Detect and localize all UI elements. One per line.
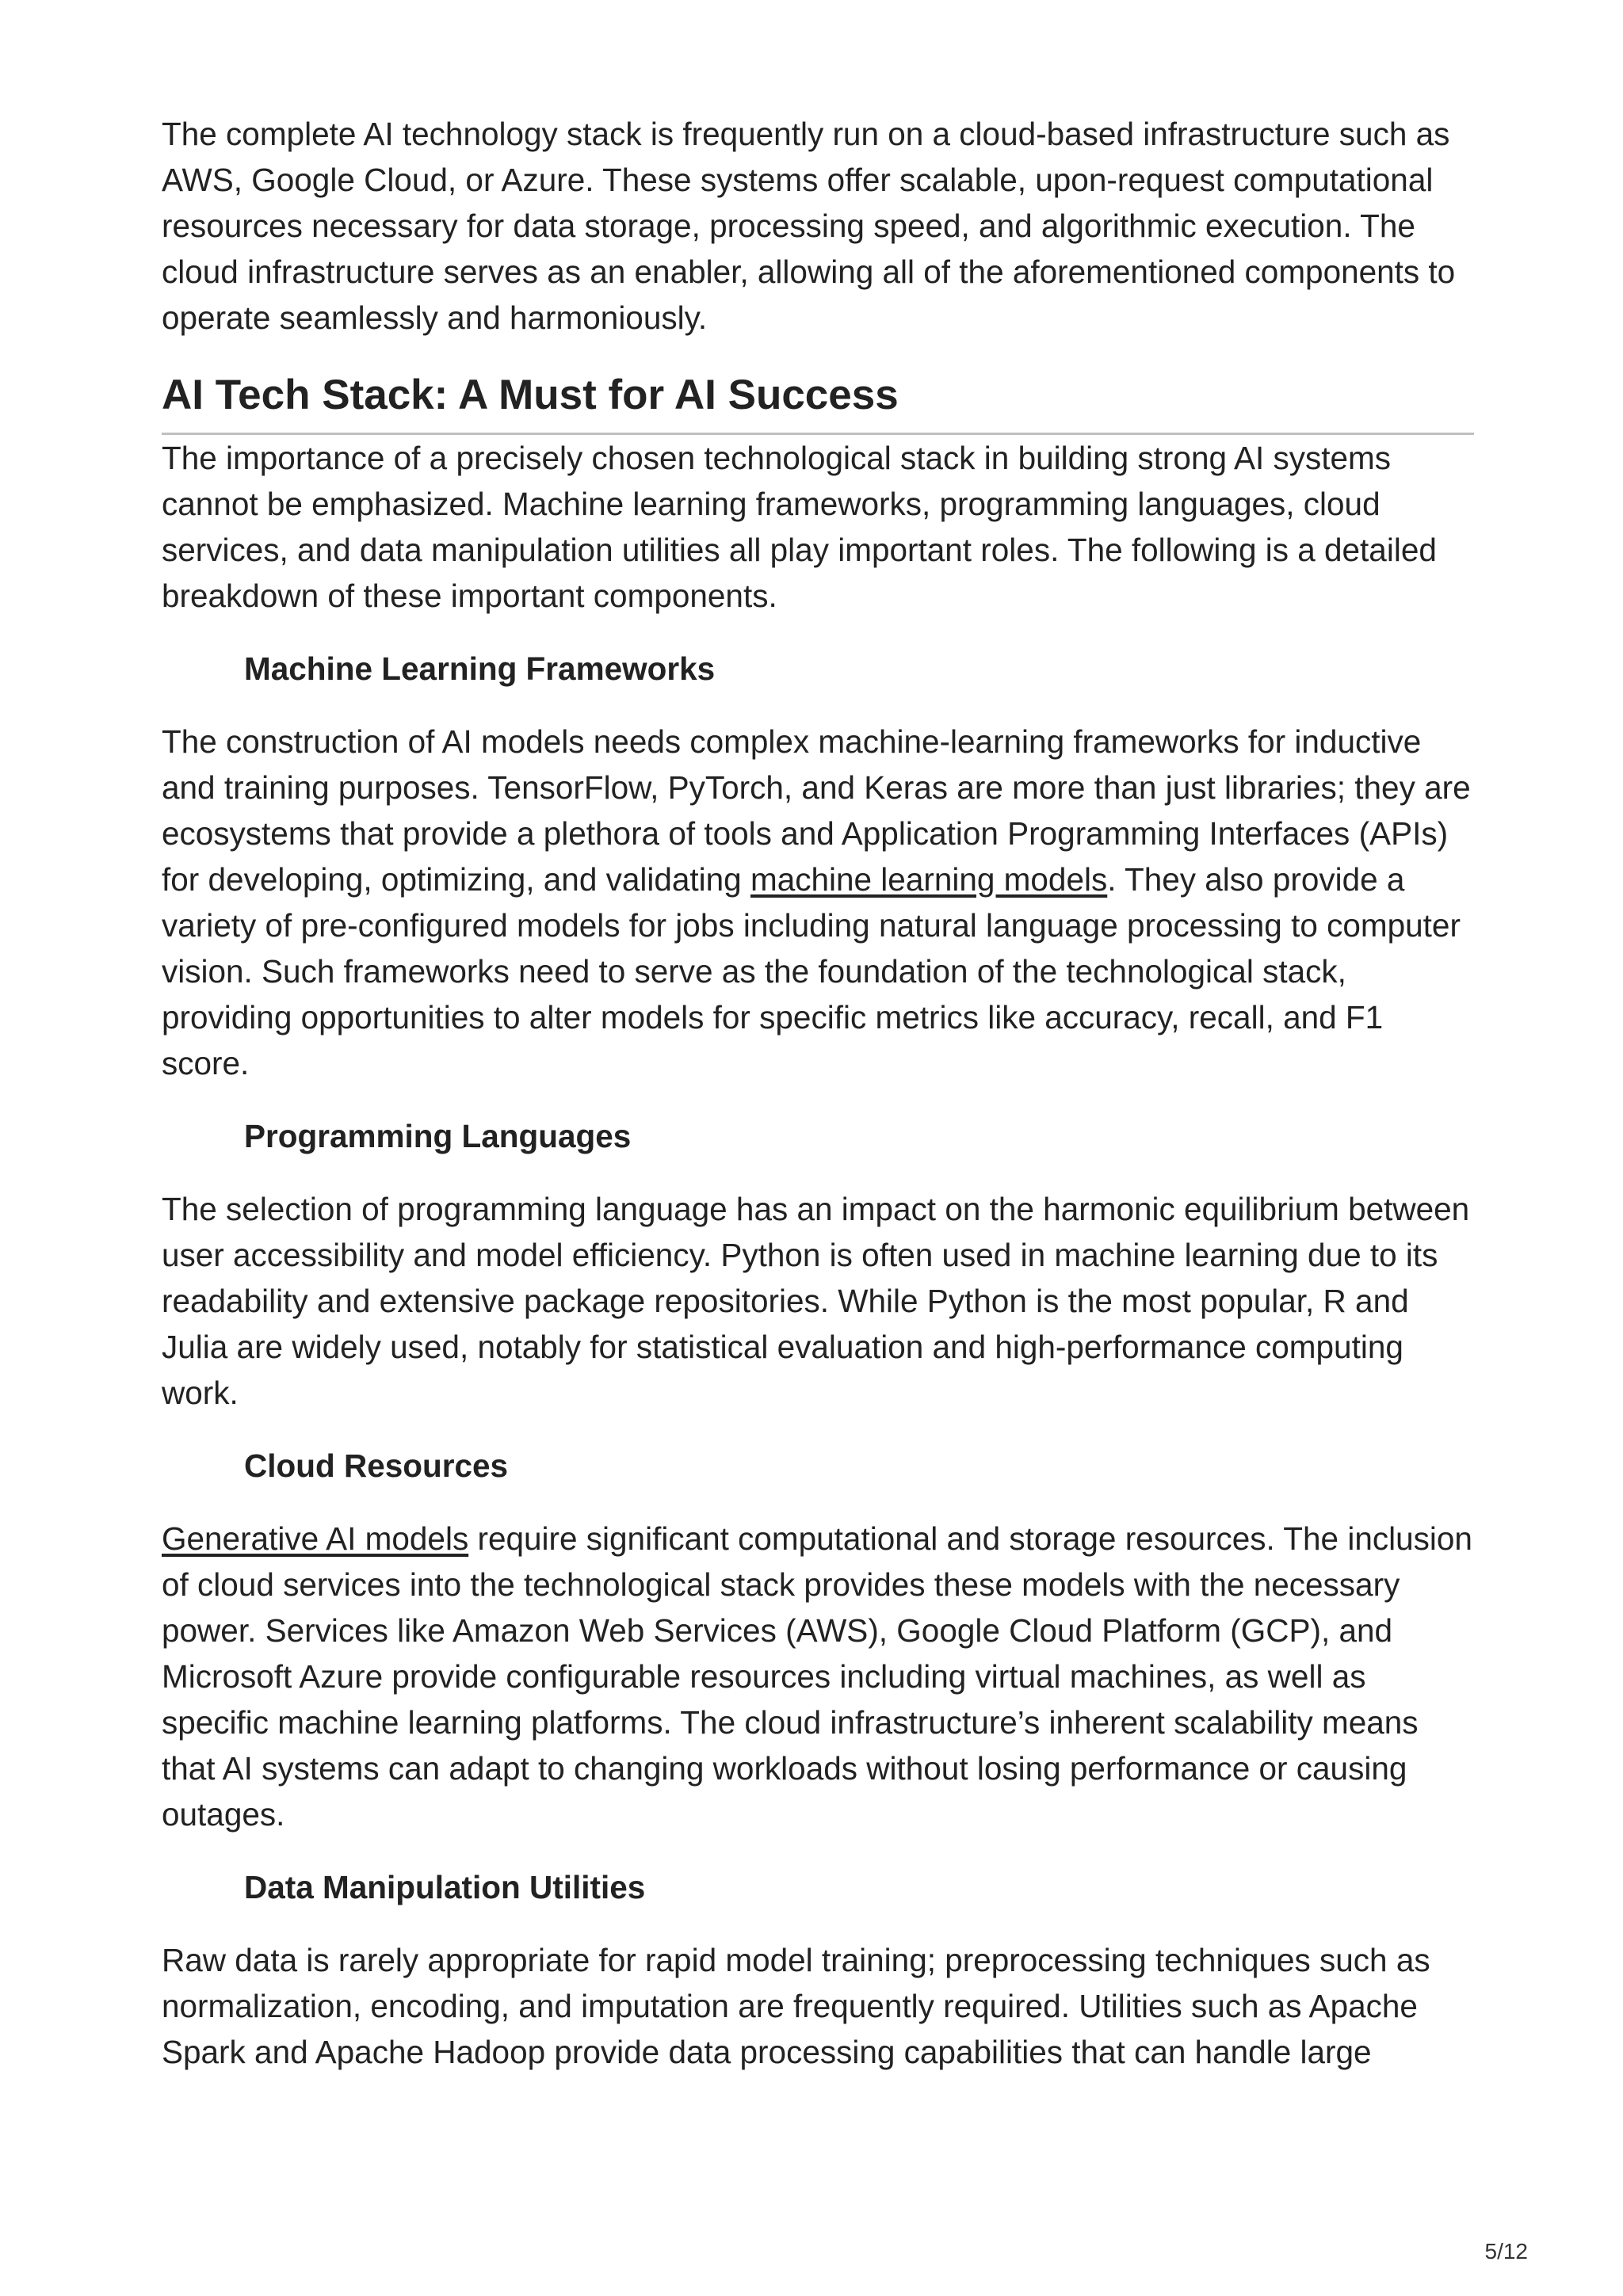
ml-frameworks-paragraph — [162, 719, 1474, 1086]
page-number: 5/12 — [1484, 2239, 1528, 2264]
generative-ai-models-link[interactable]: Generative AI models — [162, 1520, 469, 1557]
machine-learning-models-link[interactable]: machine learning models — [750, 861, 1108, 898]
ml-frameworks-text-start: The construction of AI models needs complex machine-learning frameworks for inductive and training purposes. TensorFlow, PyTorch, and Keras are more than just libraries; they are ecosystems that provide a plethora of tools and Application Programming Interfaces (APIs) for developing, optimizing, and validating — [162, 723, 1471, 898]
heading-machine-learning-frameworks: Machine Learning Frameworks — [244, 650, 716, 687]
cloud-resources-text: require significant computational and storage resources. The inclusion of cloud services into the technological stack provides these models with the necessary power. Services like Amazon Web Services (AWS), Google Cloud Platform (GCP), and Microsoft Azure provide configurable resources including virtual machines, as well as specific machine learning platforms. The cloud infrastructure’s inherent scalability means that AI systems can adapt to changing workloads without losing performance or causing outages. — [162, 1520, 1472, 1833]
heading-cloud-resources: Cloud Resources — [244, 1447, 509, 1484]
cloud-resources-paragraph — [162, 1516, 1474, 1837]
ml-frameworks-text-end: . They also provide a variety of pre-configured models for jobs including natural language processing to computer vision. Such frameworks need to serve as the foundation of the technological stack, providing opportunities to alter models for specific metrics like accuracy, recall, and F1 score. — [162, 861, 1461, 1081]
section-title: AI Tech Stack: A Must for AI Success — [162, 368, 1474, 435]
section-lead-paragraph: The importance of a precisely chosen technological stack in building strong AI systems cannot be emphasized. Machine learning frameworks, programming languages, cloud services, and data manipulation utilities all play important roles. The following is a detailed breakdown of these important components. — [162, 440, 1437, 614]
intro-paragraph: The complete AI technology stack is frequently run on a cloud-based infrastructure such as AWS, Google Cloud, or Azure. These systems offer scalable, upon-request computational resources necessary for data storage, processing speed, and algorithmic execution. The cloud infrastructure serves as an enabler, allowing all of the aforementioned components to operate seamlessly and harmoniously. — [162, 116, 1456, 336]
article-content — [162, 111, 1474, 2102]
programming-languages-paragraph: The selection of programming language has an impact on the harmonic equilibrium between user accessibility and model efficiency. Python is often used in machine learning due to its readability and extensive package repositories. While Python is the most popular, R and Julia are widely used, notably for statistical evaluation and high-performance computing work. — [162, 1191, 1470, 1411]
heading-programming-languages: Programming Languages — [244, 1118, 632, 1154]
data-utilities-paragraph: Raw data is rarely appropriate for rapid model training; preprocessing techniques such as normalization, encoding, and imputation are frequently required. Utilities such as Apache Spark and Apache Hadoop provide data processing capabilities that can handle large — [162, 1942, 1430, 2070]
heading-data-manipulation-utilities: Data Manipulation Utilities — [244, 1869, 646, 1905]
